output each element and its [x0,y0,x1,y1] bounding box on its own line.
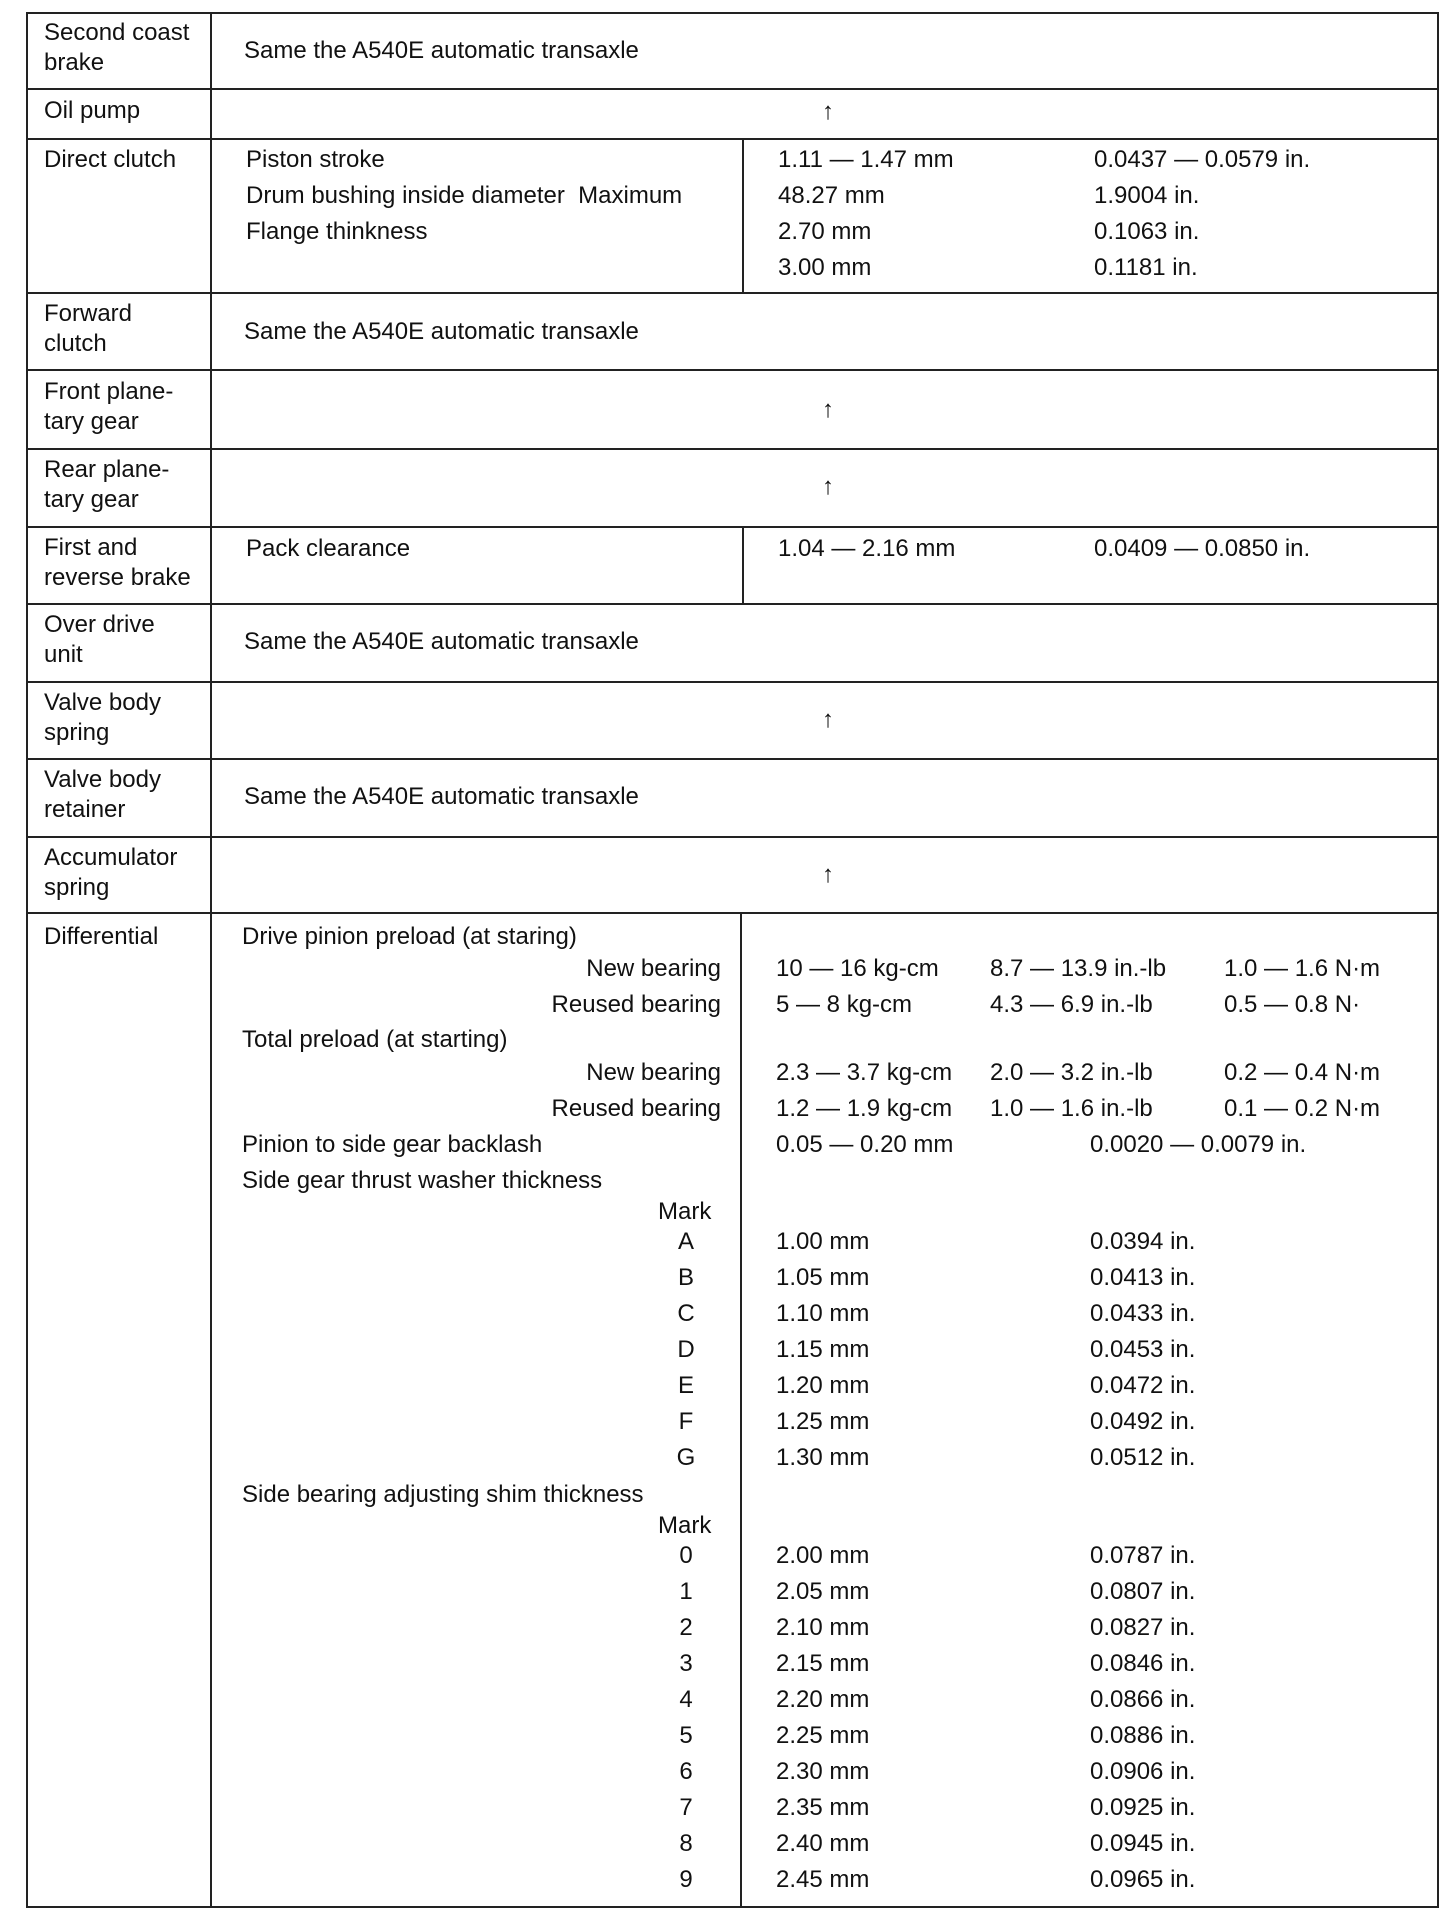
row-label-first-reverse-brake [44,533,191,593]
reused-bearing-label: Reused bearing [551,991,721,1018]
label-line: First and [44,534,138,561]
value-inch: 0.0433 in. [1090,1300,1196,1327]
value-inch: 0.0906 in. [1090,1758,1196,1785]
label-line: Over drive [44,611,155,638]
value-inch: 1.9004 in. [1094,182,1200,209]
value-inch: 0.0846 in. [1090,1650,1196,1677]
label-line: spring [44,719,110,746]
mark-value: 1 [679,1578,693,1605]
value-inch: 0.0925 in. [1090,1794,1196,1821]
ditto-arrow: ↑ [822,98,834,125]
value-n-m: 0.1 — 0.2 N·m [1224,1095,1381,1122]
value-mm: 1.11 — 1.47 mm [778,146,954,173]
label-column-divider [210,12,212,1908]
value-n-m: 1.0 — 1.6 N·m [1224,955,1381,982]
row-label-accumulator-spring [44,843,177,903]
label-line: spring [44,874,110,901]
border-right [1437,12,1439,1908]
row-label-valve-body-retainer [44,765,161,825]
row-divider [26,526,1439,528]
row-divider [26,369,1439,371]
value-mm: 2.30 mm [776,1758,870,1785]
value-column-divider [742,526,744,603]
mark-header: Mark [658,1512,712,1539]
label-line: Valve body [44,766,161,793]
border-top [26,12,1439,14]
mark-value: 3 [679,1650,693,1677]
value-in-lb: 2.0 — 3.2 in.-lb [990,1059,1153,1086]
mark-value: 7 [679,1794,693,1821]
value-inch: 0.1181 in. [1094,254,1198,281]
mark-value: E [677,1372,694,1399]
label-line: Rear plane- [44,456,170,483]
value-inch: 0.0437 — 0.0579 in. [1094,146,1311,173]
ditto-arrow: ↑ [822,396,834,423]
mark-value: 2 [679,1614,693,1641]
mark-value: 0 [679,1542,693,1569]
value-inch: 0.0413 in. [1090,1264,1196,1291]
same-as-a540e-note: Same the A540E automatic transaxle [244,37,639,64]
label-line: Accumulator [44,844,178,871]
label-line: Front plane- [44,378,174,405]
value-mm: 2.70 mm [778,218,872,245]
value-mm: 2.00 mm [776,1542,870,1569]
value-in-lb: 8.7 — 13.9 in.-lb [990,955,1167,982]
mark-value: 8 [679,1830,693,1857]
item-pack-clearance: Pack clearance [246,535,411,562]
value-mm: 2.40 mm [776,1830,870,1857]
ditto-arrow: ↑ [822,473,834,500]
row-divider [26,448,1439,450]
new-bearing-label: New bearing [586,1059,721,1086]
mark-value: G [676,1444,696,1471]
mark-value: 5 [679,1722,693,1749]
row-label-direct-clutch: Direct clutch [44,146,177,173]
value-inch: 0.0807 in. [1090,1578,1196,1605]
value-kg-cm: 10 — 16 kg-cm [776,955,939,982]
label-line: tary gear [44,486,139,513]
value-inch: 0.0453 in. [1090,1336,1196,1363]
label-line: brake [44,49,105,76]
value-inch: 0.0827 in. [1090,1614,1196,1641]
item-drum-bushing: Drum bushing inside diameter Maximum [246,182,683,209]
value-n-m: 0.2 — 0.4 N·m [1224,1059,1381,1086]
value-mm: 48.27 mm [778,182,885,209]
value-mm: 2.10 mm [776,1614,870,1641]
value-inch: 0.0472 in. [1090,1372,1196,1399]
item-flange-thickness: Flange thinkness [246,218,428,245]
value-mm: 1.25 mm [776,1408,870,1435]
mark-value: 4 [679,1686,693,1713]
row-divider [26,758,1439,760]
same-as-a540e-note: Same the A540E automatic transaxle [244,628,639,655]
label-line: retainer [44,796,126,823]
border-bottom [26,1906,1439,1908]
row-label-rear-planetary-gear [44,455,169,515]
value-mm: 1.05 mm [776,1264,870,1291]
value-inch: 0.0512 in. [1090,1444,1196,1471]
row-label-forward-clutch [44,299,132,359]
same-as-a540e-note: Same the A540E automatic transaxle [244,783,639,810]
value-mm: 1.10 mm [776,1300,870,1327]
total-preload-title: Total preload (at starting) [242,1026,508,1053]
mark-header: Mark [658,1198,712,1225]
row-divider [26,603,1439,605]
value-mm: 1.04 — 2.16 mm [778,535,956,562]
value-inch: 0.0394 in. [1090,1228,1196,1255]
row-divider [26,681,1439,683]
item-piston-stroke: Piston stroke [246,146,385,173]
backlash-label: Pinion to side gear backlash [242,1131,543,1158]
value-mm: 2.25 mm [776,1722,870,1749]
row-divider [26,836,1439,838]
row-divider [26,88,1439,90]
label-line: reverse brake [44,564,191,591]
label-line: unit [44,641,83,668]
value-mm: 2.20 mm [776,1686,870,1713]
mark-value: C [677,1300,695,1327]
same-as-a540e-note: Same the A540E automatic transaxle [244,318,639,345]
value-column-divider [742,138,744,292]
value-mm: 2.05 mm [776,1578,870,1605]
mark-value: D [677,1336,695,1363]
value-mm: 1.20 mm [776,1372,870,1399]
value-mm: 2.45 mm [776,1866,870,1893]
value-inch: 0.0945 in. [1090,1830,1196,1857]
mark-value: F [678,1408,694,1435]
label-line: clutch [44,330,107,357]
ditto-arrow: ↑ [822,861,834,888]
value-kg-cm: 2.3 — 3.7 kg-cm [776,1059,953,1086]
mark-value: A [677,1228,694,1255]
value-column-divider [740,912,742,1908]
value-inch: 0.0866 in. [1090,1686,1196,1713]
value-mm: 2.35 mm [776,1794,870,1821]
row-label-valve-body-spring [44,688,161,748]
value-kg-cm: 1.2 — 1.9 kg-cm [776,1095,953,1122]
row-label-oil-pump: Oil pump [44,97,141,124]
mark-value: B [677,1264,694,1291]
ditto-arrow: ↑ [822,706,834,733]
reused-bearing-label: Reused bearing [551,1095,721,1122]
value-inch: 0.1063 in. [1094,218,1200,245]
value-inch: 0.0409 — 0.0850 in. [1094,535,1311,562]
label-line: Forward [44,300,133,327]
value-mm: 1.00 mm [776,1228,870,1255]
row-label-over-drive-unit [44,610,155,670]
value-n-m: 0.5 — 0.8 N· [1224,991,1361,1018]
washer-thickness-title: Side gear thrust washer thickness [242,1167,603,1194]
value-mm: 2.15 mm [776,1650,870,1677]
value-kg-cm: 5 — 8 kg-cm [776,991,913,1018]
value-mm: 1.15 mm [776,1336,870,1363]
row-label-second-coast-brake [44,18,189,78]
drive-pinion-preload-title: Drive pinion preload (at staring) [242,923,577,950]
value-inch: 0.0492 in. [1090,1408,1196,1435]
value-mm: 1.30 mm [776,1444,870,1471]
mark-value: 9 [679,1866,693,1893]
value-inch: 0.0886 in. [1090,1722,1196,1749]
value-inch: 0.0965 in. [1090,1866,1196,1893]
row-divider [26,292,1439,294]
shim-thickness-title: Side bearing adjusting shim thickness [242,1481,644,1508]
row-divider [26,138,1439,140]
value-mm: 3.00 mm [778,254,872,281]
label-line: Second coast [44,19,190,46]
row-label-front-planetary-gear [44,377,173,437]
mark-value: 6 [679,1758,693,1785]
label-line: Valve body [44,689,161,716]
row-divider [26,912,1439,914]
border-left [26,12,28,1908]
value-in-lb: 1.0 — 1.6 in.-lb [990,1095,1153,1122]
value-in-lb: 4.3 — 6.9 in.-lb [990,991,1153,1018]
label-line: tary gear [44,408,139,435]
new-bearing-label: New bearing [586,955,721,982]
row-label-differential: Differential [44,923,159,950]
value-inch: 0.0020 — 0.0079 in. [1090,1131,1307,1158]
value-inch: 0.0787 in. [1090,1542,1196,1569]
value-mm: 0.05 — 0.20 mm [776,1131,954,1158]
